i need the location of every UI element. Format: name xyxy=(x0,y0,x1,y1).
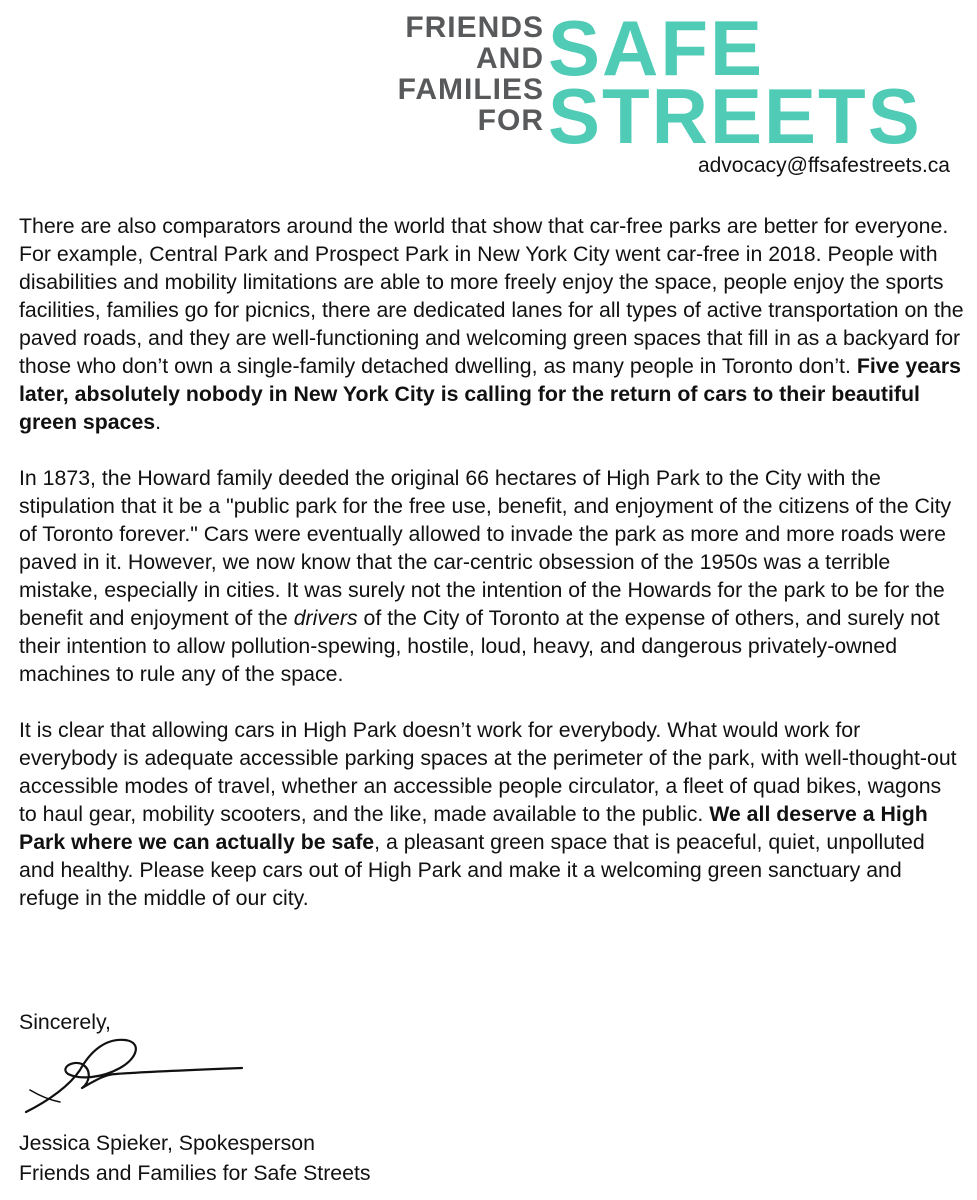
logo-word-for: FOR xyxy=(477,104,544,137)
letter-body xyxy=(19,212,964,940)
paragraph-1-text: There are also comparators around the world that show that car-free parks are better for everyone. For example, Central Park and Prospect Park in New York City went car-free in 2018. People with disabilities and mobility limitations are able to more freely enjoy the space, people enjoy the sports facilities, families go for picnics, there are dedicated lanes for all types of active transportation on the paved roads, and they are well-functioning and welcoming green spaces that fill in as a backyard for those who don’t own a single-family detached dwelling, as many people in Toronto don’t. xyxy=(19,214,964,378)
logo-word-and: AND xyxy=(476,42,544,75)
paragraph-3-text-b: , a pleasant green space that is peaceful, quiet, unpolluted and healthy. Please keep cars out of High Park and make it a welcoming green sanctuary and refuge in the middle of our city. xyxy=(19,830,925,910)
logo-word-streets: STREETS xyxy=(548,72,922,160)
paragraph-1 xyxy=(19,212,964,436)
org-logo xyxy=(380,4,960,160)
paragraph-1-end: . xyxy=(155,410,162,434)
paragraph-3-text-a: It is clear that allowing cars in High Park doesn’t work for everybody. What would work for everybody is adequate accessible parking spaces at the perimeter of the park, with well-thought-out accessible modes of travel, whether an accessible people circulator, a fleet of quad bikes, wagons to haul gear, mobility scooters, and the like, made available to the public. xyxy=(19,718,957,826)
logo-word-families: FAMILIES xyxy=(397,73,544,106)
signature-block xyxy=(19,1128,371,1188)
paragraph-3-emphasis: We all deserve a High Park where we can actually be safe xyxy=(19,802,928,854)
contact-email: advocacy@ffsafestreets.ca xyxy=(697,154,950,177)
logo-wordmark-small xyxy=(380,12,544,136)
logo-word-safe: SAFE xyxy=(548,4,765,92)
signer-name: Jessica Spieker, Spokesperson xyxy=(19,1131,315,1155)
paragraph-2 xyxy=(19,464,964,688)
handwritten-signature xyxy=(20,1030,250,1120)
paragraph-1-emphasis: Five years later, absolutely nobody in New York City is calling for the return of cars to their beautiful green spaces xyxy=(19,354,962,434)
paragraph-2-text-a: In 1873, the Howard family deeded the original 66 hectares of High Park to the City with the stipulation that it be a "public park for the free use, benefit, and enjoyment of the citizens of the City of Toronto forever." Cars were eventually allowed to invade the park as more and more roads were paved in it. However, we now know that the car-centric obsession of the 1950s was a terrible mistake, especially in cities. It was surely not the intention of the Howards for the park to be for the benefit and enjoyment of the xyxy=(19,466,952,630)
logo-word-friends: FRIENDS xyxy=(405,11,544,44)
paragraph-2-text-b: of the City of Toronto at the expense of others, and surely not their intention to allow pollution-spewing, hostile, loud, heavy, and dangerous privately-owned machines to rule any of the space. xyxy=(19,606,940,686)
paragraph-2-italic: drivers xyxy=(293,606,358,630)
signer-organization: Friends and Families for Safe Streets xyxy=(19,1161,371,1185)
salutation: Sincerely, xyxy=(19,1010,111,1034)
paragraph-3 xyxy=(19,716,964,912)
